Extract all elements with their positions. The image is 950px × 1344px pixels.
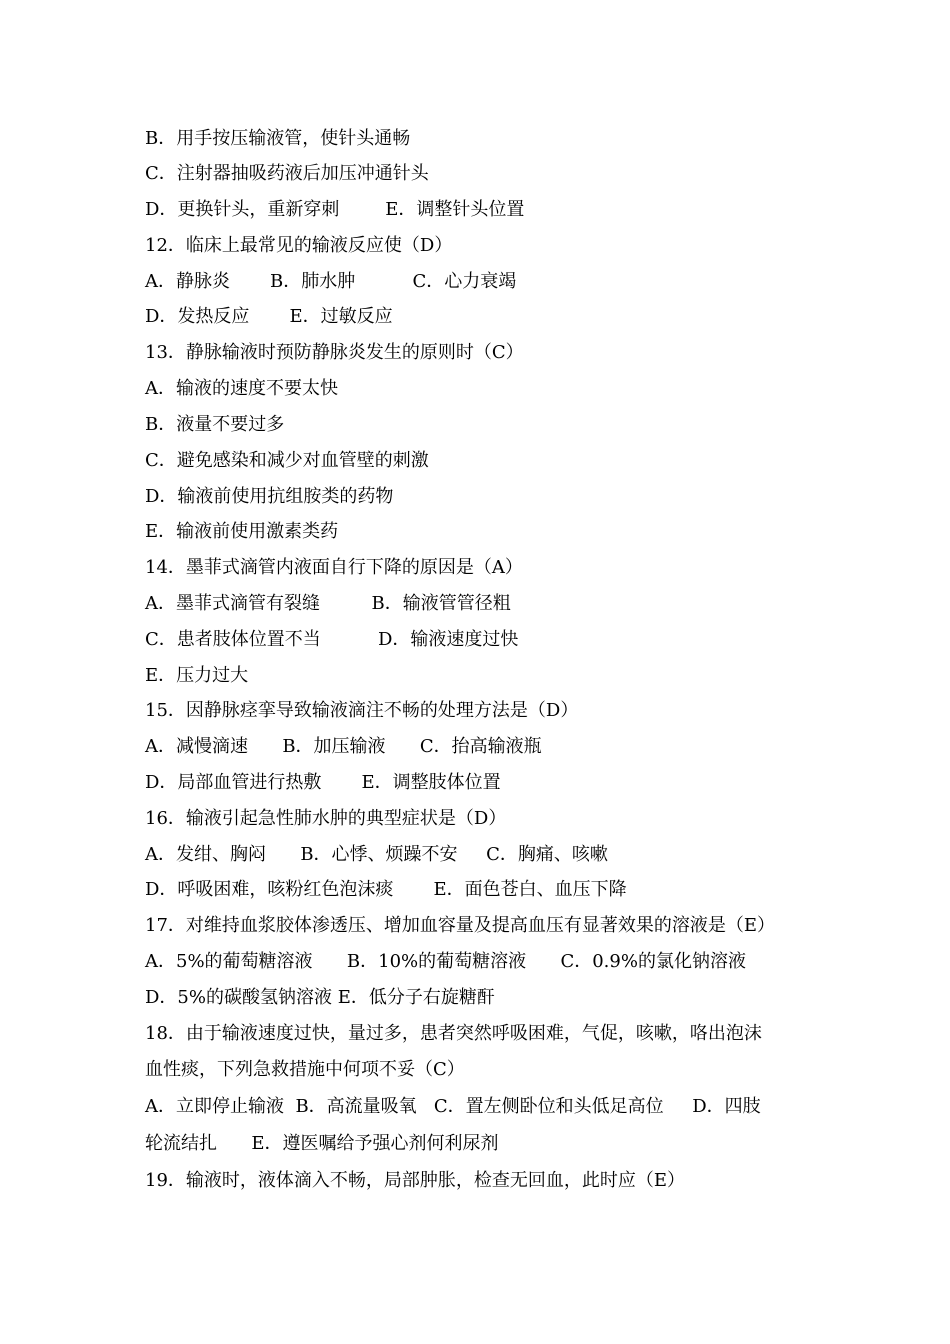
option-11c: C．注射器抽吸药液后加压冲通针头 [145, 163, 429, 184]
option-13a: A．输液的速度不要太快 [145, 378, 338, 399]
question-19: 19．输液时，液体滴入不畅，局部肿胀，检查无回血，此时应（E） [145, 1170, 686, 1191]
option-14ab: A．墨菲式滴管有裂缝 B．输液管管径粗 [145, 593, 511, 614]
option-15abc: A．减慢滴速 B．加压输液 C．抬高输液瓶 [145, 736, 542, 757]
question-15: 15．因静脉痉挛导致输液滴注不畅的处理方法是（D） [145, 700, 579, 721]
option-18-line1: A．立即停止输液 B．高流量吸氧 C．置左侧卧位和头低足高位 D．四肢 [145, 1096, 761, 1117]
option-16de: D．呼吸困难，咳粉红色泡沫痰 E．面色苍白、血压下降 [145, 879, 627, 900]
option-14cd: C．患者肢体位置不当 D．输液速度过快 [145, 629, 519, 650]
question-17: 17．对维持血浆胶体渗透压、增加血容量及提高血压有显著效果的溶液是（E） [145, 915, 776, 936]
option-18-line2: 轮流结扎 E．遵医嘱给予强心剂何利尿剂 [145, 1133, 499, 1154]
question-14: 14．墨菲式滴管内液面自行下降的原因是（A） [145, 557, 523, 578]
option-13e: E．输液前使用激素类药 [145, 521, 339, 542]
option-17de: D．5%的碳酸氢钠溶液 E．低分子右旋糖酐 [145, 987, 495, 1008]
question-18-line1: 18．由于输液速度过快，量过多，患者突然呼吸困难，气促，咳嗽，咯出泡沫 [145, 1023, 762, 1044]
option-14e: E．压力过大 [145, 665, 249, 686]
option-13c: C．避免感染和减少对血管壁的刺激 [145, 450, 429, 471]
option-16abc: A．发绀、胸闷 B．心悸、烦躁不安 C．胸痛、咳嗽 [145, 844, 608, 865]
question-18-line2: 血性痰，下列急救措施中何项不妥（C） [145, 1059, 465, 1080]
option-13d: D．输液前使用抗组胺类的药物 [145, 486, 394, 507]
question-16: 16．输液引起急性肺水肿的典型症状是（D） [145, 808, 507, 829]
option-15de: D．局部血管进行热敷 E．调整肢体位置 [145, 772, 501, 793]
option-11de: D．更换针头，重新穿刺 E．调整针头位置 [145, 199, 525, 220]
option-13b: B．液量不要过多 [145, 414, 285, 435]
option-12abc: A．静脉炎 B．肺水肿 C．心力衰竭 [145, 271, 517, 292]
option-17abc: A．5%的葡萄糖溶液 B．10%的葡萄糖溶液 C．0.9%的氯化钠溶液 [145, 951, 746, 972]
option-12de: D．发热反应 E．过敏反应 [145, 306, 393, 327]
option-11b: B．用手按压输液管，使针头通畅 [145, 128, 411, 149]
question-13: 13．静脉输液时预防静脉炎发生的原则时（C） [145, 342, 524, 363]
question-12: 12．临床上最常见的输液反应使（D） [145, 235, 453, 256]
